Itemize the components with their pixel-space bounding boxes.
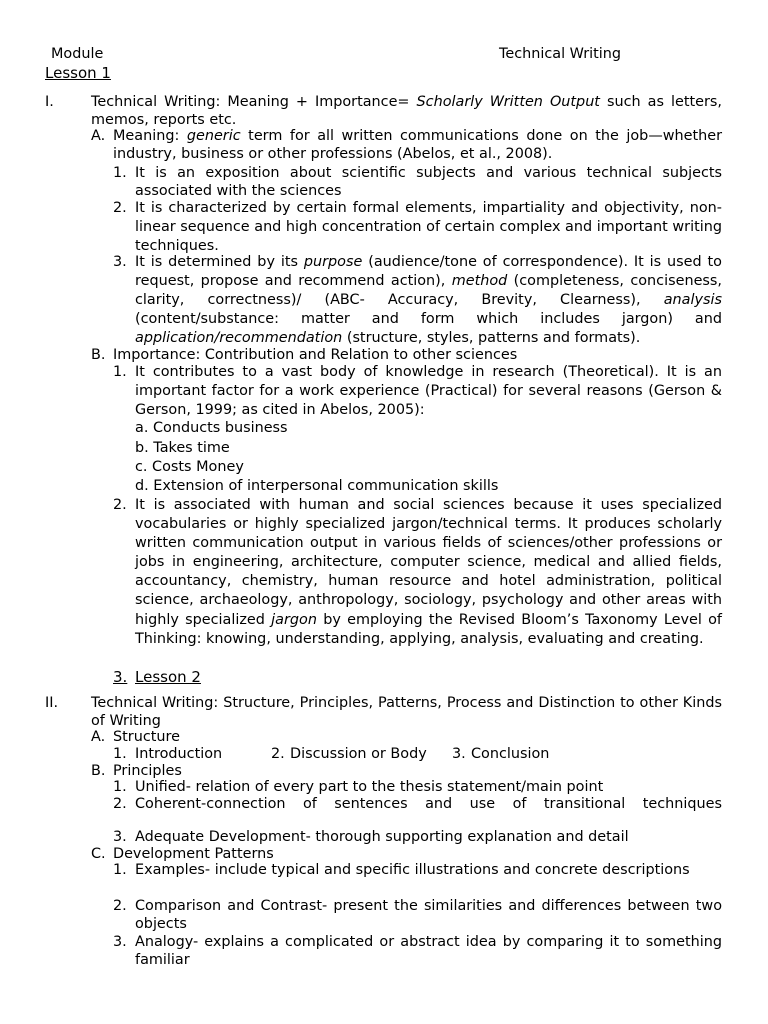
principle-3-num: 3. (113, 829, 127, 845)
pattern-3-text: Analogy- explains a complicated or abstract idea by comparing it to something familiar (135, 934, 722, 968)
reason-b: b. Takes time (135, 440, 230, 456)
section-ii-a-label: A. (91, 729, 106, 745)
reason-a: a. Conducts business (135, 420, 288, 436)
meaning-item-3-text: It is determined by its purpose (audience/tone of correspondence). It is used to request, propose and recommend action), method (completeness, conciseness, clarity, correctness)/ (ABC- Accuracy, Brevity, Clearness), analysis (content/substance: matter and form which includes jargon) and application/recommendation (structure, styles, patterns and formats). (135, 254, 722, 346)
section-ii-numeral: II. (45, 695, 59, 711)
meaning-item-2-text: It is characterized by certain formal elements, impartiality and objectivity, non-linear sequence and high concentration of certain complex and important writing techniques. (135, 200, 722, 254)
structure-3-text: Conclusion (471, 746, 550, 762)
module-label: Module (51, 46, 104, 62)
section-i-b-label: B. (91, 347, 106, 363)
principle-2-num: 2. (113, 796, 127, 812)
pattern-1-text: Examples- include typical and specific illustrations and concrete descriptions (135, 862, 690, 878)
section-ii-b-text: Principles (113, 763, 182, 779)
section-i-a-label: A. (91, 128, 106, 144)
meaning-item-1-text: It is an exposition about scientific subjects and various technical subjects associated with the sciences (135, 165, 722, 199)
section-ii-c-text: Development Patterns (113, 846, 274, 862)
importance-item-2-text: It is associated with human and social sciences because it uses specialized vocabularies or highly specialized jargon/technical terms. It produces scholarly written communication output in various fields of sciences/other professions or jobs in engineering, architecture, computer science, medical and allied fields, accountancy, chemistry, human resource and hotel administration, political science, archaeology, anthropology, sociology, psychology and other areas with highly specialized jargon by employing the Revised Bloom’s Taxonomy Level of Thinking: knowing, understanding, applying, analysis, evaluating and creating. (135, 497, 723, 647)
pattern-3-num: 3. (113, 934, 127, 950)
structure-3-num: 3. (452, 746, 466, 762)
importance-item-1-num: 1. (113, 364, 127, 380)
meaning-item-3-num: 3. (113, 254, 127, 270)
importance-item-2-num: 2. (113, 497, 127, 513)
principle-1-text: Unified- relation of every part to the thesis statement/main point (135, 779, 604, 795)
structure-1-text: Introduction (135, 746, 223, 762)
lesson-1-heading: Lesson 1 (45, 64, 111, 82)
reason-c: c. Costs Money (135, 459, 244, 475)
importance-item-1-text: It contributes to a vast body of knowledge in research (Theoretical). It is an important factor for a work experience (Practical) for several reasons (Gerson & Gerson, 1999; as cited in Abelos, 2005): (135, 364, 722, 418)
pattern-1-num: 1. (113, 862, 127, 878)
principle-1-num: 1. (113, 779, 127, 795)
pattern-2-text: Comparison and Contrast- present the similarities and differences between two objects (135, 898, 722, 932)
meaning-item-1-num: 1. (113, 165, 127, 181)
structure-2-text: Discussion or Body (290, 746, 427, 762)
course-title: Technical Writing (499, 46, 622, 62)
lesson-2-heading: Lesson 2 (135, 668, 201, 686)
section-i-title: Technical Writing: Meaning + Importance= Scholarly Written Output such as letters, memos, reports etc. (91, 94, 722, 128)
principle-2-text: Coherent-connection of sentences and use of transitional techniques (135, 796, 722, 812)
reason-d: d. Extension of interpersonal communication skills (135, 478, 499, 494)
section-i-numeral: I. (45, 94, 54, 110)
section-ii-c-label: C. (91, 846, 106, 862)
structure-1-num: 1. (113, 746, 127, 762)
section-ii-title: Technical Writing: Structure, Principles, Patterns, Process and Distinction to other Kinds of Writing (91, 695, 722, 729)
principle-3-text: Adequate Development- thorough supporting explanation and detail (135, 829, 629, 845)
section-i-b-text: Importance: Contribution and Relation to other sciences (113, 347, 518, 363)
section-i-a-text: Meaning: generic term for all written communications done on the job—whether industry, business or other professions (Abelos, et al., 2008). (113, 128, 722, 162)
section-ii-b-label: B. (91, 763, 106, 779)
section-ii-a-text: Structure (113, 729, 180, 745)
pattern-2-num: 2. (113, 898, 127, 914)
structure-2-num: 2. (271, 746, 285, 762)
lesson-2-heading-num: 3. (113, 668, 128, 686)
meaning-item-2-num: 2. (113, 200, 127, 216)
